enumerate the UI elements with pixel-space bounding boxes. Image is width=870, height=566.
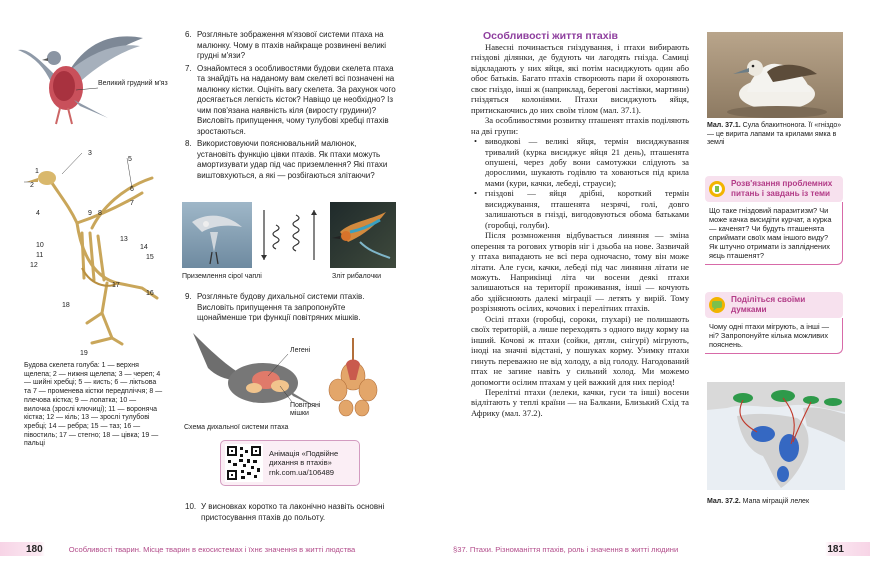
heron-landing-photo [182, 202, 252, 268]
problem-tasks-text: Що таке гніздовий паразитизм? Чи може качка висидіти курчат, а курка — каченят? Чи будуть пташенята сприймати своїх мам іншого виду? Як штучно отримати із запліднених яєць пташенят? [705, 202, 843, 265]
skeleton-label-13: 13 [120, 236, 128, 243]
fig-37-2-label: Мал. 37.2. [707, 498, 741, 505]
skeleton-label-10: 10 [36, 242, 44, 249]
paragraph-molting: Після розмноження відбувається линяння — зміна оперення та рогових утворів ніг і дзьоба на нове. Зазвичай у птаха випадають не всі пера одночасно, тому він може літати. Але гуси, качки, лебеді під час линяння літати не можуть. Наприкінці літа чи восени деякі птахи залишаються на території проживання, інші — кочують або здійснюють далекі міграції — летять у вирій. Тому розрізняють осілих, кочових і перелітних птахів. [471, 230, 689, 314]
paragraph-groups-intro: За особливостями розвитку пташенят птахів поділяють на дві групи: [471, 115, 689, 136]
question-9: 9. Розгляньте будову дихальної системи птахів. Висловіть припущення та запропонуйте щонайменше три функції повітряних мішків. [185, 292, 365, 322]
development-groups-list [471, 136, 689, 230]
fig-37-1-label: Мал. 37.1. [707, 122, 741, 129]
qr-title: Анімація «Подвійне дихання в птахів» [269, 448, 339, 468]
left-footer-caption: Особливості тварин. Місце тварин в екосистемах і їхнє значення в житті людства [68, 544, 356, 554]
qr-animation-box[interactable] [220, 440, 360, 486]
right-footer [435, 542, 870, 556]
list-item: • виводкові — великі яйця, термін висиджування тривалий (курка висиджує яйця 21 день), пташенята опушені, через добу вони самотужки слідують за дорослими, шукають годівлю та ховаються під крила мами (кури, качки, лебеді, страуси); [471, 136, 689, 188]
skeleton-label-1: 1 [35, 168, 39, 175]
respiratory-caption: Схема дихальної системи птаха [184, 424, 289, 431]
skeleton-label-15: 15 [146, 254, 154, 261]
skeleton-label-5: 5 [128, 156, 132, 163]
share-thoughts-header [705, 292, 843, 318]
left-page-number: 180 [26, 543, 43, 555]
kingfisher-caption: Зліт рибалочки [332, 273, 382, 280]
pigeon-muscles-illustration [18, 28, 148, 128]
respiratory-system-diagram [188, 328, 388, 420]
qr-code-icon[interactable] [225, 444, 263, 482]
right-page [435, 0, 870, 566]
section-title: Особливості життя птахів [483, 30, 618, 42]
skeleton-label-9: 9 [88, 210, 92, 217]
skeleton-label-7: 7 [130, 200, 134, 207]
question-7: 7. Ознайомтеся з особливостями будови скелета птаха та знайдіть на наданому вам скелеті всі позначені на малюнку кістки. Оцініть вагу скелета. За рахунок чого досягається легкість кісток? Навіщо це необхідно? Із чим пов'язана наявність кіля (виросту грудини)? Висловіть припущення, чому тулубові хребці птахів зростаються. [185, 63, 396, 136]
skeleton-caption: Будова скелета голуба: 1 — верхня щелепа; 2 — нижня щелепа; 3 — череп; 4 — шийні хребці; 5 — кисть; 6 — ліктьова та 7 — променева кістки передпліччя; 8 — плечова кістка; 9 — лопатка; 10 — вилочка (зрослі ключиці); 11 — воронячa кістка; 12 — кіль; 13 — зрослі тулубові хребці; 14 — ребра; 15 — таз; 16 — півостиль; 17 — стегно; 18 — цівка; 19 — пальці [24, 362, 163, 448]
problem-tasks-box [705, 176, 843, 265]
spring-diagram [256, 205, 322, 265]
question-6: 6. Розгляньте зображення м'язової системи птаха на малюнку. Чому в птахів найкраще розвинені великі грудні м'язи? [185, 30, 387, 60]
air-sacs-label: Повітряні мішки [290, 402, 321, 418]
skeleton-label-18: 18 [62, 302, 70, 309]
problem-tasks-title: Розв'язання проблемних питань і завдань із теми [731, 179, 833, 198]
question-8: 8. Використовуючи пояснювальний малюнок, установіть функцію цівки птахів. Як птахи можуть амортизувати удар під час приземлення? Які птахи виштовхуються, а які — розбігаються злітаючи? [185, 139, 388, 180]
pigeon-muscle-label: Великий грудний м'яз [98, 80, 168, 87]
skeleton-label-8: 8 [98, 210, 102, 217]
skeleton-label-6: 6 [130, 186, 134, 193]
skeleton-label-4: 4 [36, 210, 40, 217]
share-thoughts-title: Поділіться своїми думками [731, 295, 806, 314]
fig-37-2-text: Мапа міграцій лелек [742, 498, 810, 505]
skeleton-label-3: 3 [88, 150, 92, 157]
list-item: • гніздові — яйця дрібні, короткий термін висиджування, пташенята незрячі, голі, довго залишаються в гнізді, вигодовуються обома батьками (горобці, голуби). [471, 188, 689, 230]
question-10: 10. У висновках коротко та лаконічно назвіть основні пристосування птахів до польоту. [185, 502, 385, 522]
speech-bubble-icon [709, 297, 725, 313]
fig-37-1-caption [707, 122, 843, 148]
problem-tasks-header [705, 176, 843, 202]
right-page-number: 181 [827, 543, 844, 555]
fig-37-1-text: Сула блакитнонога. Її «гніздо» — це вирита лапами та крилами ямка в землі [707, 122, 842, 147]
blue-footed-booby-photo [707, 32, 843, 118]
lungs-label: Легені [290, 347, 311, 354]
skeleton-label-11: 11 [36, 252, 44, 259]
share-thoughts-text: Чому одні птахи мігрують, а інші — ні? Запропонуйте кілька можливих пояснень. [705, 318, 843, 354]
right-footer-caption: §37. Птахи. Різноманіття птахів, роль і значення в житті людини [453, 544, 679, 554]
kingfisher-photo [330, 202, 396, 268]
qr-text [269, 449, 355, 478]
skeleton-label-16: 16 [146, 290, 154, 297]
qr-link[interactable]: rnk.com.ua/106489 [269, 467, 335, 477]
skeleton-label-17: 17 [112, 282, 120, 289]
share-thoughts-box [705, 292, 843, 354]
skeleton-label-12: 12 [30, 262, 38, 269]
pigeon-skeleton-illustration [22, 148, 172, 348]
paragraph-nesting: Навесні починається гніздування, і птахи вибирають гніздові ділянки, де будують чи лагодять гнізда. Самиці відкладають у них яйця, які потім насиджують один або обоє батьків. Багато птахів створюють пари й охороняють своє гніздо, інші ж (наприклад, берегові ластівки, мартини) гніздяться колоніями. Птахи висиджують яйця, притискаючись до них своїм тілом (мал. 37.1). [471, 42, 689, 115]
paragraph-migratory-birds: Перелітні птахи (лелеки, качки, гуси та інші) восени відлітають у теплі країни — на Балкани, Близький Схід та Африку (мал. 37.2). [471, 386, 689, 418]
fig-37-2-caption [707, 498, 809, 506]
left-footer [0, 542, 435, 556]
stork-migration-map [707, 382, 845, 490]
skeleton-label-14: 14 [140, 244, 148, 251]
paragraph-resident-birds: Осілі птахи (горобці, сороки, глухарі) не полишають своїх територій, а лише переходять з одного виду корму на інший. Кочові ж птахи (сойки, дятли, снігурі) мігрують, іноді на значні відстані, у пошуках корму. Узимку птахи гинуть переважно не від холоду, а від голоду. Нагодований птах не загине навіть у сильний холод. Ми можемо допомогти осілим птахам у цей важкий для них період! [471, 313, 689, 387]
heron-landing-caption: Приземлення сірої чаплі [182, 273, 262, 280]
question-list [185, 30, 397, 183]
main-text [471, 42, 689, 418]
skeleton-label-2: 2 [30, 182, 34, 189]
skeleton-label-19: 19 [80, 350, 88, 357]
puzzle-icon [709, 181, 725, 197]
